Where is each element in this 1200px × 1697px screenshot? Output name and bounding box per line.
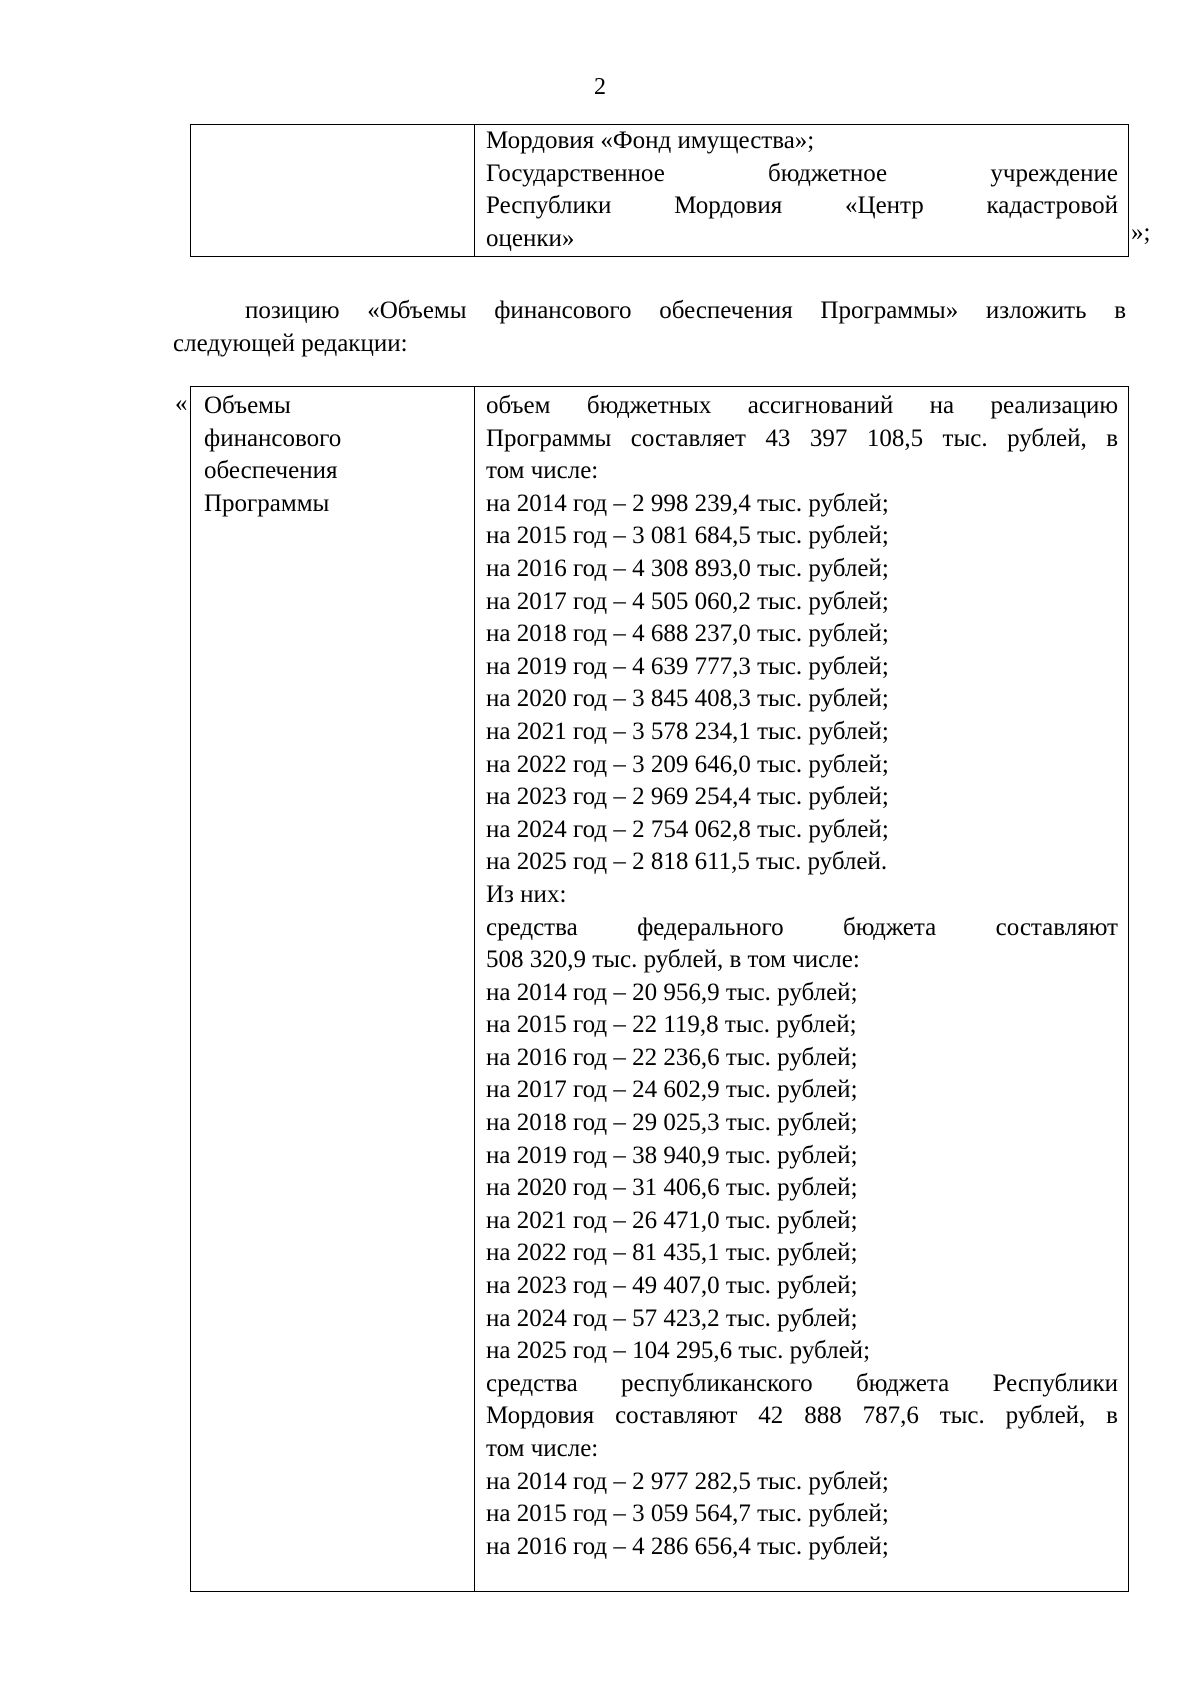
amount-line: на 2025 год – 104 295,6 тыс. рублей; <box>486 1337 871 1365</box>
amount-line: на 2025 год – 2 818 611,5 тыс. рублей. <box>486 848 888 876</box>
amount-line: на 2022 год – 81 435,1 тыс. рублей; <box>486 1239 858 1267</box>
amount-line: на 2016 год – 22 236,6 тыс. рублей; <box>486 1043 858 1071</box>
amount-line: на 2014 год – 2 977 282,5 тыс. рублей; <box>486 1467 889 1495</box>
amount-line: на 2014 год – 2 998 239,4 тыс. рублей; <box>486 489 889 517</box>
amount-line: на 2024 год – 2 754 062,8 тыс. рублей; <box>486 815 889 843</box>
amount-line: на 2015 год – 3 081 684,5 тыс. рублей; <box>486 522 889 550</box>
table-cell-amounts <box>475 387 1129 1592</box>
amount-line: на 2019 год – 4 639 777,3 тыс. рублей; <box>486 652 889 680</box>
amount-line: на 2014 год – 20 956,9 тыс. рублей; <box>486 978 858 1006</box>
heading-line: Программы <box>204 489 330 517</box>
amount-line: на 2022 год – 3 209 646,0 тыс. рублей; <box>486 750 889 778</box>
executor-line: Республики Мордовия «Центр кадастровой <box>486 192 1118 220</box>
amount-line: объем бюджетных ассигнований на реализацию <box>486 392 1118 419</box>
continued-table <box>190 124 1129 257</box>
amount-line: на 2017 год – 4 505 060,2 тыс. рублей; <box>486 587 889 615</box>
amount-line: на 2021 год – 26 471,0 тыс. рублей; <box>486 1206 858 1234</box>
amount-line: том числе: <box>486 457 599 485</box>
paragraph-line: позицию «Объемы финансового обеспечения Программы» изложить в <box>245 297 1126 324</box>
amount-line: на 2016 год – 4 286 656,4 тыс. рублей; <box>486 1532 889 1560</box>
amount-line: на 2024 год – 57 423,2 тыс. рублей; <box>486 1304 858 1332</box>
executor-line: оценки» <box>486 224 575 252</box>
table-row <box>191 125 1129 257</box>
amount-line: Программы составляет 43 397 108,5 тыс. рублей, в <box>486 424 1118 452</box>
amount-line: на 2020 год – 3 845 408,3 тыс. рублей; <box>486 685 889 713</box>
amount-line: 508 320,9 тыс. рублей, в том числе: <box>486 946 860 974</box>
heading-line: обеспечения <box>204 457 338 485</box>
page-number: 2 <box>594 74 606 100</box>
table-cell-empty <box>191 125 475 257</box>
table-cell-executors <box>475 125 1129 257</box>
amount-line: на 2018 год – 29 025,3 тыс. рублей; <box>486 1109 858 1137</box>
table-row <box>191 387 1129 1592</box>
amount-line: на 2023 год – 2 969 254,4 тыс. рублей; <box>486 783 889 811</box>
financing-table <box>190 386 1129 1592</box>
amount-line: средства республиканского бюджета Республики <box>486 1369 1118 1397</box>
closing-quote: »; <box>1131 219 1151 246</box>
amount-line: Мордовия составляют 42 888 787,6 тыс. рублей, в <box>486 1402 1118 1430</box>
amount-line: на 2020 год – 31 406,6 тыс. рублей; <box>486 1174 858 1202</box>
executor-line: Мордовия «Фонд имущества»; <box>486 127 815 154</box>
amount-line: на 2023 год – 49 407,0 тыс. рублей; <box>486 1272 858 1300</box>
amount-line: на 2015 год – 22 119,8 тыс. рублей; <box>486 1011 857 1039</box>
amount-line: на 2021 год – 3 578 234,1 тыс. рублей; <box>486 717 889 745</box>
table-cell-heading <box>191 387 475 1592</box>
amount-line: Из них: <box>486 880 567 908</box>
amount-lines <box>475 387 1128 1563</box>
heading-line: финансового <box>204 424 342 452</box>
heading-line: Объемы <box>204 392 291 419</box>
amount-line: на 2015 год – 3 059 564,7 тыс. рублей; <box>486 1500 889 1528</box>
opening-quote: « <box>175 390 188 417</box>
instruction-paragraph <box>173 295 1126 360</box>
amount-line: на 2019 год – 38 940,9 тыс. рублей; <box>486 1141 858 1169</box>
amount-line: на 2017 год – 24 602,9 тыс. рублей; <box>486 1076 858 1104</box>
amount-line: средства федерального бюджета составляют <box>486 913 1118 941</box>
amount-line: том числе: <box>486 1435 599 1462</box>
amount-line: на 2016 год – 4 308 893,0 тыс. рублей; <box>486 554 889 582</box>
executor-line: Государственное бюджетное учреждение <box>486 159 1118 187</box>
amount-line: на 2018 год – 4 688 237,0 тыс. рублей; <box>486 620 889 648</box>
paragraph-line: следующей редакции: <box>173 329 408 357</box>
